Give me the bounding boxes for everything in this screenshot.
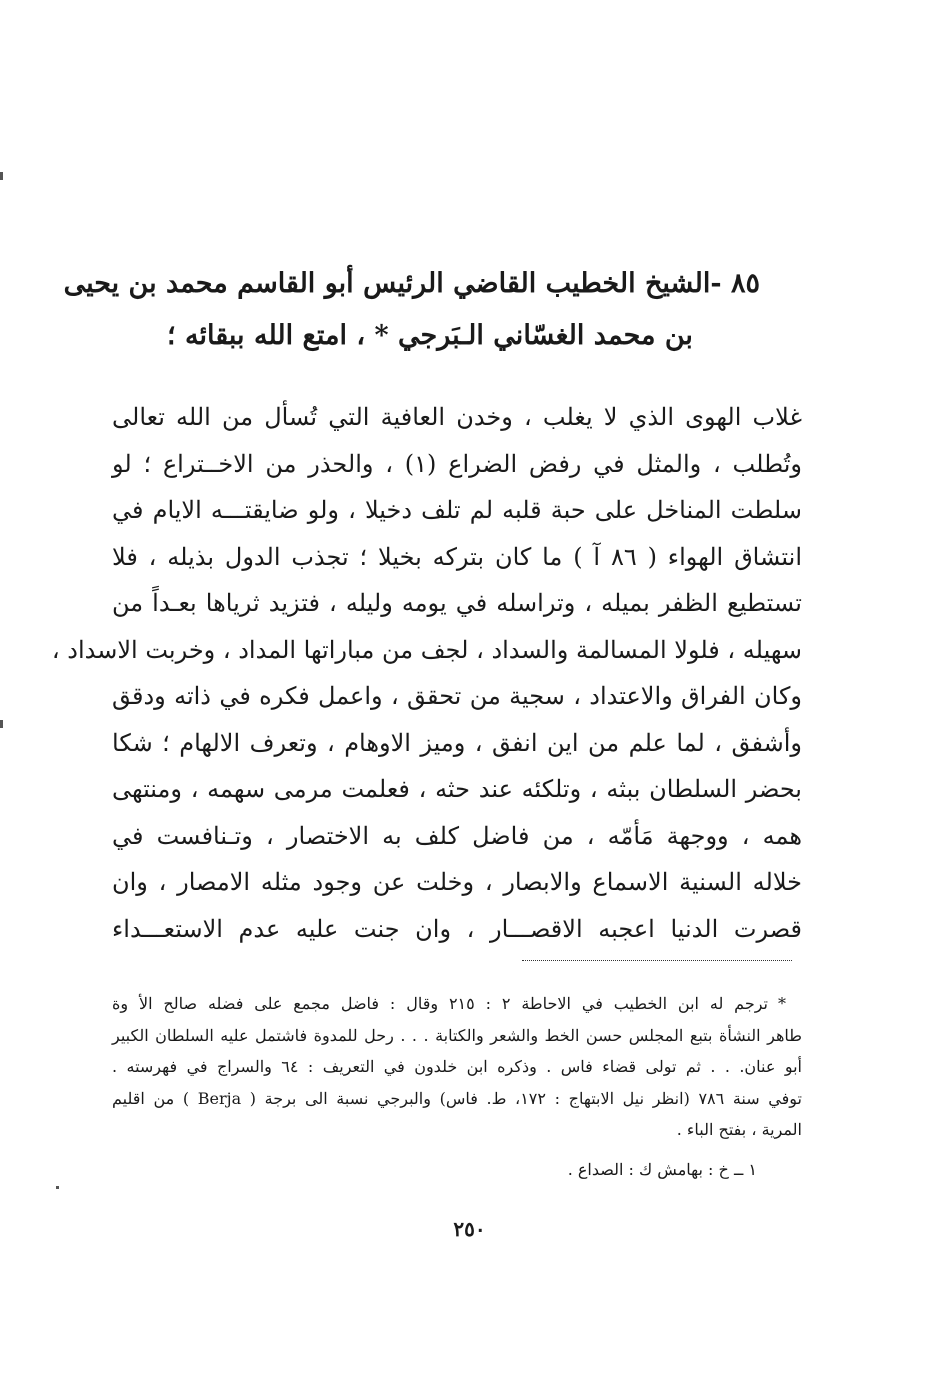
scan-edge-mark — [56, 1186, 59, 1189]
footnote: ١ ــ خ : بهامش ك : الصداع . — [567, 1160, 757, 1179]
note-line-text: ترجم له ابن الخطيب في الاحاطة ٢ : ٢١٥ وقال : فاضل مجمع على فضله صالح الأ وة — [112, 994, 769, 1013]
note-line: أبو عنان. . . ثم تولى قضاء فاس . وذكره ابن خلدون في التعريف : ٦٤ والسراج في فهرسته . — [112, 1057, 803, 1076]
body-line: تستطيع الظفر بميله ، وتراسله في يومه وليله ، فتزيد ثرياها بعـداً من — [112, 589, 802, 617]
page-number: ٢٥٠ — [453, 1217, 486, 1241]
body-line: خلاله السنية الاسماع والابصار ، وخلت عن وجود مثله الامصار ، وان — [112, 868, 802, 896]
body-line: وتُطلب ، والمثل في رفض الضراع (١) ، والحذر من الاخــتراع ؛ لو — [112, 449, 802, 478]
scan-edge-mark — [0, 720, 3, 728]
body-line: همه ، ووجهة مَأمّه ، من فاضل كلف به الاختصار ، وتـنافست في — [112, 821, 802, 850]
body-line: بحضر السلطان ببثه ، وتلكئه عند حثه ، فعلمت مرمى سهمه ، ومنتهى — [112, 775, 802, 803]
body-line: انتشاق الهواء ( ٨٦ آ ) ما كان بتركه بخيلا ؛ تجذب الدول بذيله ، فلا — [112, 542, 802, 571]
body-line: غلاب الهوى الذي لا يغلب ، وخدن العافية التي تُسأل من الله تعالى — [112, 403, 802, 431]
heading-line-2: بن محمد الغسّاني الـبَرجي * ، امتع الله ببقائه ؛ — [167, 320, 693, 351]
body-paragraph — [51, 394, 802, 952]
body-line: وكان الفراق والاعتداد ، سجية من تحقق ، واعمل فكره في ذاته ودقق — [112, 682, 802, 710]
heading-line-1: ٨٥ -الشيخ الخطيب القاضي الرئيس أبو القاسم محمد بن يحيى — [63, 268, 760, 299]
note-line: توفي سنة ٧٨٦ (انظر نيل الابتهاج : ١٧٢، ط. فاس) والبرجي نسبة الى برجة ( Berja ) من اقليم — [112, 1088, 802, 1108]
body-line: قصرت الدنيا اعجبه الاقصـــار ، وان جنت عليه عدم الاستعـــداء — [112, 914, 802, 943]
note-bullet: * — [778, 994, 787, 1013]
note-line: المرية ، بفتح الباء . — [676, 1120, 802, 1139]
body-line: سهيله ، فلولا المسالمة والسداد ، لجف من مباراتها المداد ، وخربت الاسداد ، — [51, 635, 802, 664]
body-line: وأشفق ، لما علم من اين انفق ، وميز الاوهام ، وتعرف الالهام ؛ شكا — [112, 728, 802, 757]
note-line — [112, 988, 802, 1020]
body-line: سلطت المناخل على حبة قلبه لم تلف دخيلا ، ولو ضايقتـــه الايام في — [112, 496, 802, 524]
footnote-divider — [522, 960, 792, 961]
entry-heading — [63, 258, 760, 362]
note-line: طاهر النشأة بتبع المجلس حسن الخط والشعر والكتابة . . . رحل للمدوة فاشتمل عليه السلطان الكبير — [112, 1025, 802, 1045]
scan-edge-mark — [0, 172, 3, 180]
biographical-note — [112, 988, 802, 1146]
